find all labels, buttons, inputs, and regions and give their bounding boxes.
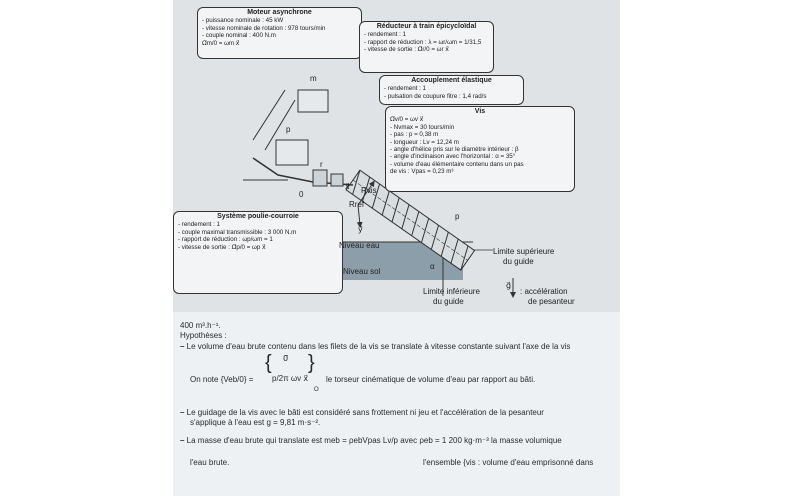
torsor-lead: On note {Veb/0} =: [190, 375, 254, 384]
label-y: y⃗: [358, 225, 363, 234]
label-limite-sup-1: Limite supérieure: [493, 247, 555, 256]
motor-line: - vitesse nominale de rotation : 978 tours/min: [202, 24, 326, 32]
text-line: – Le volume d'eau brute contenu dans les filets de la vis se translate à vitesse constante suivant l'axe de la vis: [180, 342, 571, 351]
motor-spec-box: [197, 7, 362, 59]
label-alpha: α: [430, 262, 435, 271]
coupling-spec-box: [379, 75, 524, 105]
pulley-title: Système poulie-courroie: [217, 213, 299, 220]
reducer-line: - vitesse de sortie : Ω⃗r/0 = ωr x⃗: [364, 46, 449, 54]
text-line: l'ensemble {vis : volume d'eau emprisonné dans: [423, 458, 594, 467]
label-niveau-sol: Niveau sol: [343, 267, 381, 276]
torsor-brace-right: }: [308, 352, 315, 374]
mechanism-figure: [173, 0, 620, 312]
motor-line: - puissance nominale : 45 kW: [202, 17, 284, 25]
screw-line: - longueur : Lv = 12,24 m: [390, 138, 459, 146]
reducer-spec-box: [359, 21, 494, 73]
label-p-motor: p: [286, 125, 291, 134]
torsor-tail: le torseur cinématique de volume d'eau par rapport au bâti.: [326, 375, 536, 384]
pulley-line: - vitesse de sortie : Ω⃗p/0 = ωp x⃗: [178, 243, 266, 251]
reducer-line: - rapport de réduction : λ = ωr/ωm = 1/31,5: [364, 38, 482, 46]
motor-line: Ω⃗m/0 = ωm x⃗: [202, 39, 240, 47]
reducer-title: Réducteur à train épicycloïdal: [376, 23, 477, 30]
label-g-2: de pesanteur: [528, 297, 575, 306]
text-line-content: La masse d'eau brute qui translate est meb = ρebVpas Lv/p avec ρeb = 1 200 kg·m⁻³ la masse volumique: [186, 436, 562, 445]
label-niveau-eau: Niveau eau: [339, 241, 380, 250]
text-line: – La masse d'eau brute qui translate est meb = ρebVpas Lv/p avec ρeb = 1 200 kg·m⁻³ la masse volumique: [180, 436, 562, 445]
screw-line: - volume d'eau élémentaire contenu dans un pas: [390, 160, 524, 168]
label-g-1: : accélération: [520, 287, 568, 296]
label-zero: 0: [299, 190, 304, 199]
coupling-line: - pulsation de coupure fitre : 1,4 rad/s: [384, 92, 487, 100]
text-line-content: Le volume d'eau brute contenu dans les filets de la vis se translate à vitesse constante suivant l'axe de la vis: [186, 342, 571, 351]
pulley-line: - rapport de réduction : ωp/ωm = 1: [178, 236, 273, 244]
torsor-top: 0⃗: [283, 354, 289, 363]
pulley-line: - rendement : 1: [178, 221, 220, 229]
screw-line: Ω⃗v/0 = ωv x⃗: [390, 116, 424, 124]
label-m: m: [310, 74, 317, 83]
coupling-line: - rendement : 1: [384, 85, 426, 93]
motor-line: - couple nominal : 400 N.m: [202, 32, 276, 40]
text-line: 400 m³.h⁻¹.: [180, 321, 221, 330]
screw-line: - angle d'inclinaison avec l'horizontal : α = 35°: [390, 153, 516, 161]
label-limite-inf-2: du guide: [433, 297, 464, 306]
screw-spec-box: [385, 106, 575, 192]
screw-line: - pas : p = 0,38 m: [390, 131, 439, 139]
screw-line: de vis : Vpas = 0,23 m³: [390, 168, 454, 176]
hypotheses-heading: Hypothèses :: [180, 331, 227, 340]
motor-assembly: [243, 90, 353, 186]
text-line-content: Le guidage de la vis avec le bâti est considéré sans frottement ni jeu et l'accélération de la pesanteur: [186, 408, 544, 417]
text-line: – Le guidage de la vis avec le bâti est considéré sans frottement ni jeu et l'accélération de la pesanteur: [180, 408, 544, 417]
label-limite-sup-2: du guide: [503, 257, 534, 266]
label-g-vector: g⃗: [506, 281, 512, 290]
motor-title: Moteur asynchrone: [247, 9, 312, 16]
hypotheses-text: [173, 312, 620, 496]
text-line: s'applique à l'eau est g = 9,81 m·s⁻².: [190, 418, 321, 427]
text-line: l'eau brute.: [190, 458, 230, 467]
scanned-page: [173, 0, 620, 496]
torsor-sub: O: [314, 387, 319, 393]
label-r: r: [320, 160, 323, 169]
torsor-brace-left: {: [265, 352, 272, 374]
label-p-screw: p: [455, 212, 460, 221]
screw-line: - Nvmax = 30 tours/min: [390, 123, 455, 131]
pulley-line: - couple maximal transmissible : 3 000 N.m: [178, 228, 297, 236]
torsor-bottom: p/2π ωv x⃗: [272, 374, 309, 383]
reducer-line: - rendement : 1: [364, 31, 406, 39]
screw-title: Vis: [474, 108, 486, 115]
screw-line: - angle d'hélice pris sur le diamètre intérieur : β: [390, 146, 519, 154]
pulley-spec-box: [173, 211, 343, 294]
label-r-ref: Rref: [349, 200, 365, 209]
label-r-vis: Rvis: [361, 186, 377, 195]
label-x: x⃗: [345, 182, 350, 191]
coupling-title: Accouplement élastique: [411, 77, 492, 84]
label-limite-inf-1: Limite inférieure: [423, 287, 480, 296]
